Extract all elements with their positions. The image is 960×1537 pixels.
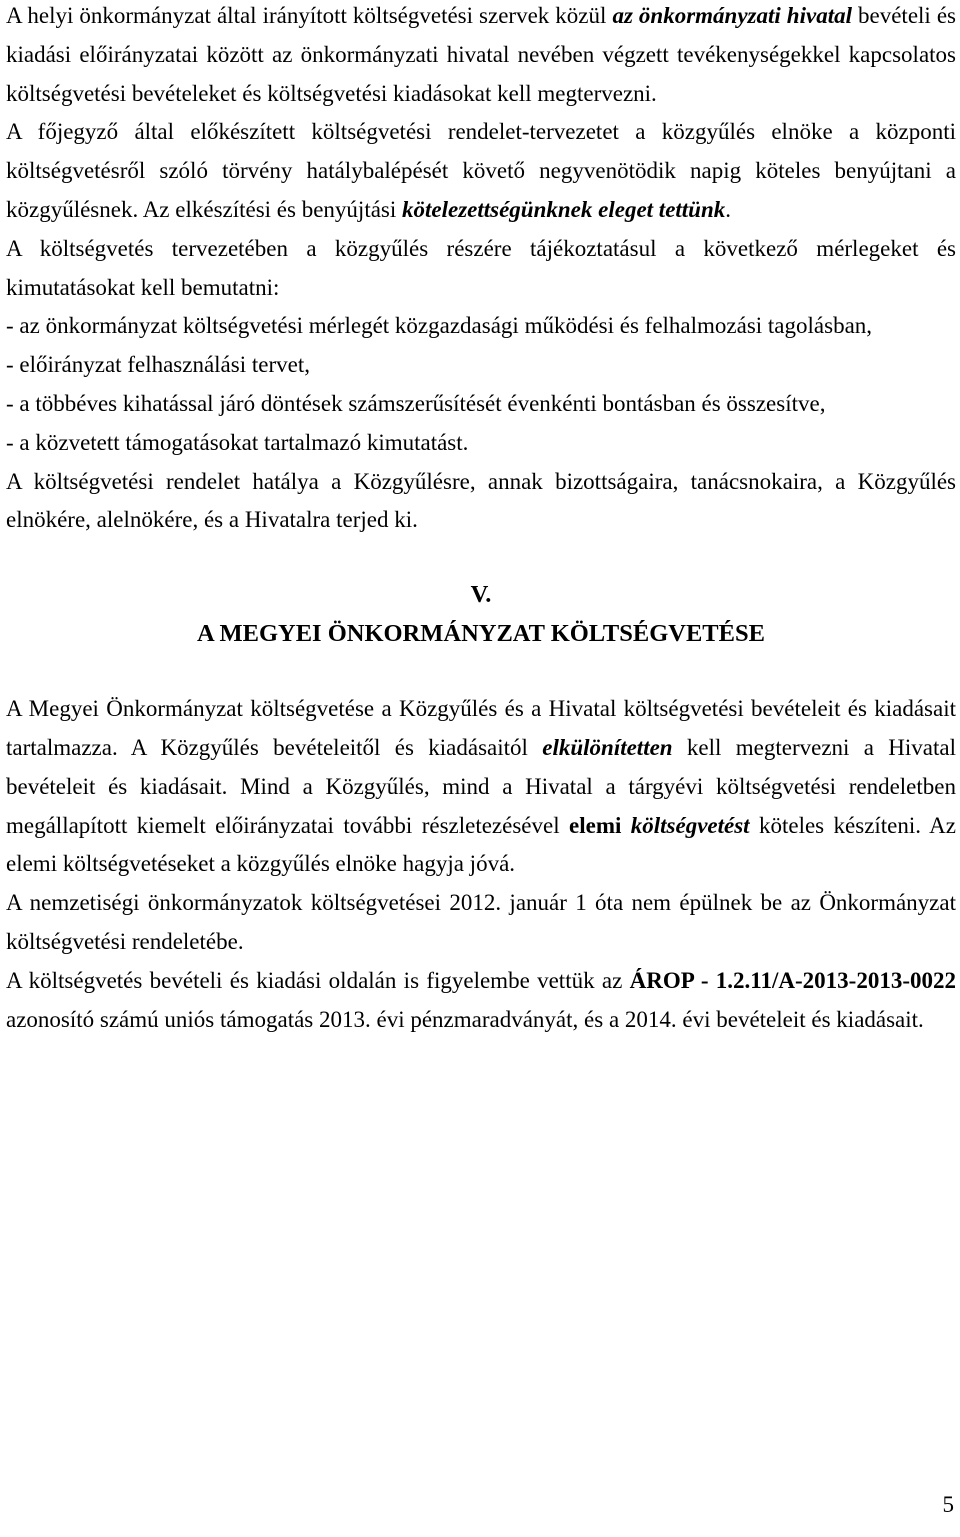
section-title: A MEGYEI ÖNKORMÁNYZAT KÖLTSÉGVETÉSE <box>197 620 765 648</box>
emphasis-kotelezettseg: kötelezettségünknek eleget tettünk <box>402 196 726 222</box>
document-page <box>6 0 956 1039</box>
text-span: A főjegyző által előkészített költségvetési rendelet-tervezetet a közgyűlés elnöke a központi költségvetésről szóló törvény hatálybalépését követő negyvenötödik napig köteles benyújtani a közgyűlésnek. Az elkészítési és benyújtási <box>6 119 956 222</box>
text-span: kell megtervezni a Hivatal bevételeit és kiadásait. Mind a Közgyűlés, mind a Hivatal a tárgyévi költségvetési rendeletben megállapított kiemelt előirányzatai további részletezésével <box>6 734 956 838</box>
text-span: bevételi és kiadási előirányzatai között az önkormányzati hivatal nevében végzett tevékenységekkel kapcsolatos költségvetési bevételeket és költségvetési kiadásokat kell megtervezni. <box>6 3 956 106</box>
paragraph-fojegyzo <box>6 113 956 229</box>
paragraph-nemzetisegi: A nemzetiségi önkormányzatok költségvetései 2012. január 1 óta nem épülnek be az Önkormányzat költségvetési rendeletébe. <box>6 890 956 954</box>
paragraph-megyei <box>6 690 956 884</box>
section-number: V. <box>470 581 492 609</box>
list-item-merleg: - az önkormányzat költségvetési mérlegét közgazdasági működési és felhalmozási tagolásban, <box>6 313 873 339</box>
text-span <box>621 813 630 838</box>
text-span: . <box>725 196 732 222</box>
text-span: azonosító számú uniós támogatás 2013. évi pénzmaradványát, és a 2014. évi bevételeit és kiadásait. <box>6 1006 924 1032</box>
page-number: 5 <box>942 1492 954 1517</box>
emphasis-koltsegvetest: költségvetést <box>630 812 750 838</box>
text-span: A Megyei Önkormányzat költségvetése a Közgyűlés és a Hivatal költségvetési bevételeit és kiadásait tartalmazza. A Közgyűlés bevételeitől és kiadásaitól <box>6 696 956 760</box>
paragraph-hivatal <box>6 0 956 113</box>
text-span: A helyi önkormányzat által irányított költségvetési szervek közül <box>6 3 613 28</box>
paragraph-hatalya: A költségvetési rendelet hatálya a Közgyűlésre, annak bizottságaira, tanácsnokaira, a Közgyűlés elnökére, alelnökére, és a Hivatalra terjed ki. <box>6 468 956 533</box>
emphasis-elemi: elemi <box>569 812 622 838</box>
list-item-tobbeves: - a többéves kihatással járó döntések számszerűsítését évenkénti bontásban és összesítve, <box>6 390 826 416</box>
list-item-kozvetett: - a közvetett támogatásokat tartalmazó kimutatást. <box>6 429 469 455</box>
list-item-eloiranyzat: - előirányzat felhasználási tervet, <box>6 352 310 378</box>
text-span: A költségvetés bevételi és kiadási oldalán is figyelembe vettük az <box>6 967 630 993</box>
emphasis-elkulonitetten: elkülönítetten <box>542 734 673 760</box>
paragraph-arop <box>6 962 956 1040</box>
emphasis-hivatal: az önkormányzati hivatal <box>612 3 852 28</box>
paragraph-tervezet: A költségvetés tervezetében a közgyűlés részére tájékoztatásul a következő mérlegeket és kimutatásokat kell bemutatni: <box>6 235 956 300</box>
text-span: köteles készíteni. Az elemi költségvetéseket a közgyűlés elnöke hagyja jóvá. <box>6 812 956 877</box>
emphasis-arop-id: ÁROP - 1.2.11/A-2013-2013-0022 <box>629 967 956 993</box>
